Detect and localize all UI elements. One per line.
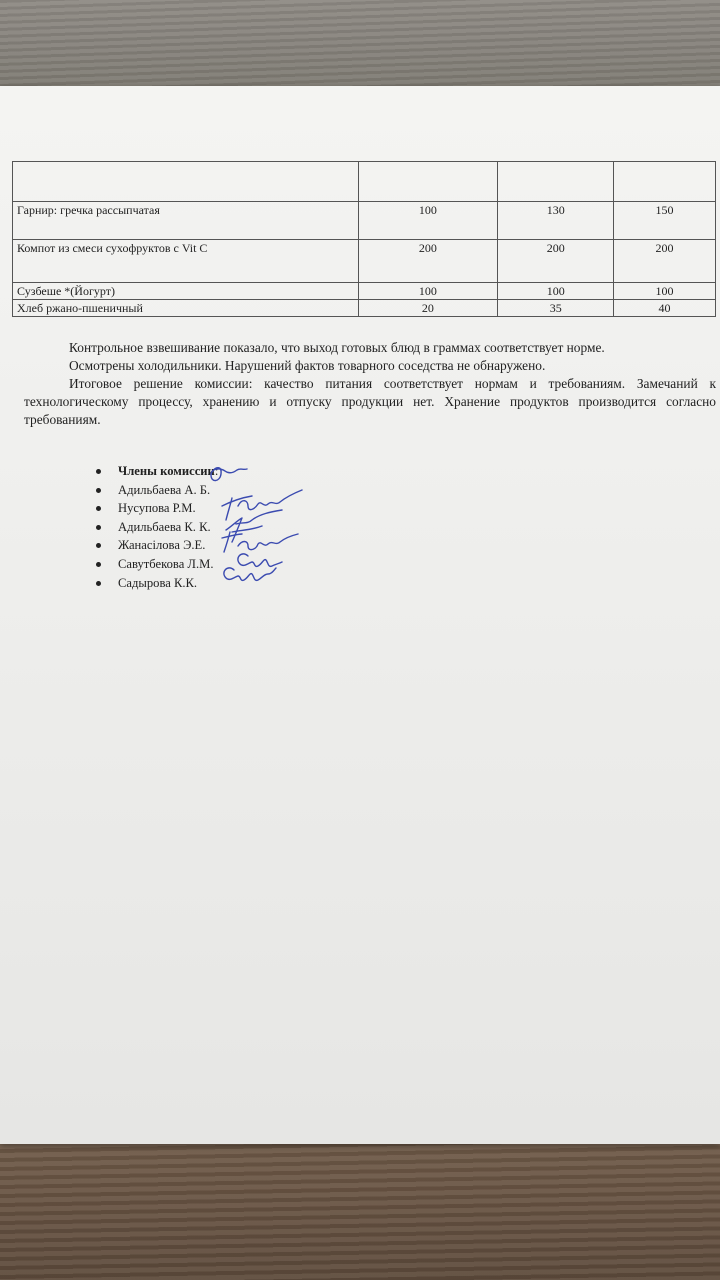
table-cell-value: 200 xyxy=(358,240,498,283)
table-row xyxy=(13,202,716,240)
signature-6 xyxy=(224,568,276,581)
table-cell-value: 200 xyxy=(614,240,716,283)
table-row xyxy=(13,240,716,283)
table-cell-value: 100 xyxy=(498,283,614,300)
signature-5 xyxy=(238,554,282,567)
table-cell-value: 100 xyxy=(614,283,716,300)
signature-3 xyxy=(226,510,282,542)
commission-member: Жанасiлова Э.Е. xyxy=(96,536,218,555)
table-cell-value: 100 xyxy=(358,202,498,240)
table-cell-value xyxy=(498,162,614,202)
table-cell-value xyxy=(614,162,716,202)
desk-background-bottom xyxy=(0,1140,720,1280)
commission-member: Нусупова Р.М. xyxy=(96,499,218,518)
commission-title-colon: : xyxy=(214,464,219,478)
table-cell-value: 100 xyxy=(358,283,498,300)
table-cell-value: 35 xyxy=(498,300,614,317)
commission-title-text: Члены комиссии xyxy=(118,464,215,478)
signature-4 xyxy=(222,532,298,552)
table-cell-name: Компот из смеси сухофруктов с Vit C xyxy=(13,240,359,283)
meal-table xyxy=(12,161,716,317)
table-cell-name xyxy=(13,162,359,202)
table-cell-value: 130 xyxy=(498,202,614,240)
table-cell-value xyxy=(358,162,498,202)
fridges-paragraph: Осмотрены холодильники. Нарушений фактов товарного соседства не обнаружено. xyxy=(69,358,546,373)
table-cell-value: 20 xyxy=(358,300,498,317)
table-row xyxy=(13,283,716,300)
weighing-paragraph: Контрольное взвешивание показало, что выход готовых блюд в граммах соответствует норме. xyxy=(69,340,605,355)
table-row xyxy=(13,162,716,202)
desk-background-top xyxy=(0,0,720,96)
table-cell-value: 150 xyxy=(614,202,716,240)
table-cell-name: Хлеб ржано-пшеничный xyxy=(13,300,359,317)
table-cell-name: Сузбеше *(Йогурт) xyxy=(13,283,359,300)
table-row xyxy=(13,300,716,317)
commission-title xyxy=(96,462,218,481)
commission-list xyxy=(96,462,218,592)
table-cell-value: 40 xyxy=(614,300,716,317)
signature-2 xyxy=(222,490,302,520)
decision-paragraph: Итоговое решение комиссии: качество питания соответствует нормам и требованиям. Замечаний к технологическому процессу, хранению и отпуску продукции нет. Хранение продуктов производится согласно требованиям. xyxy=(24,376,716,427)
commission-member: Савутбекова Л.М. xyxy=(96,555,218,574)
commission-member: Адильбаева К. К. xyxy=(96,518,218,537)
table-cell-value: 200 xyxy=(498,240,614,283)
table-cell-name: Гарнир: гречка рассыпчатая xyxy=(13,202,359,240)
commission-member: Садырова К.К. xyxy=(96,574,218,593)
commission-member: Адильбаева А. Б. xyxy=(96,481,218,500)
document-page xyxy=(0,86,720,1144)
